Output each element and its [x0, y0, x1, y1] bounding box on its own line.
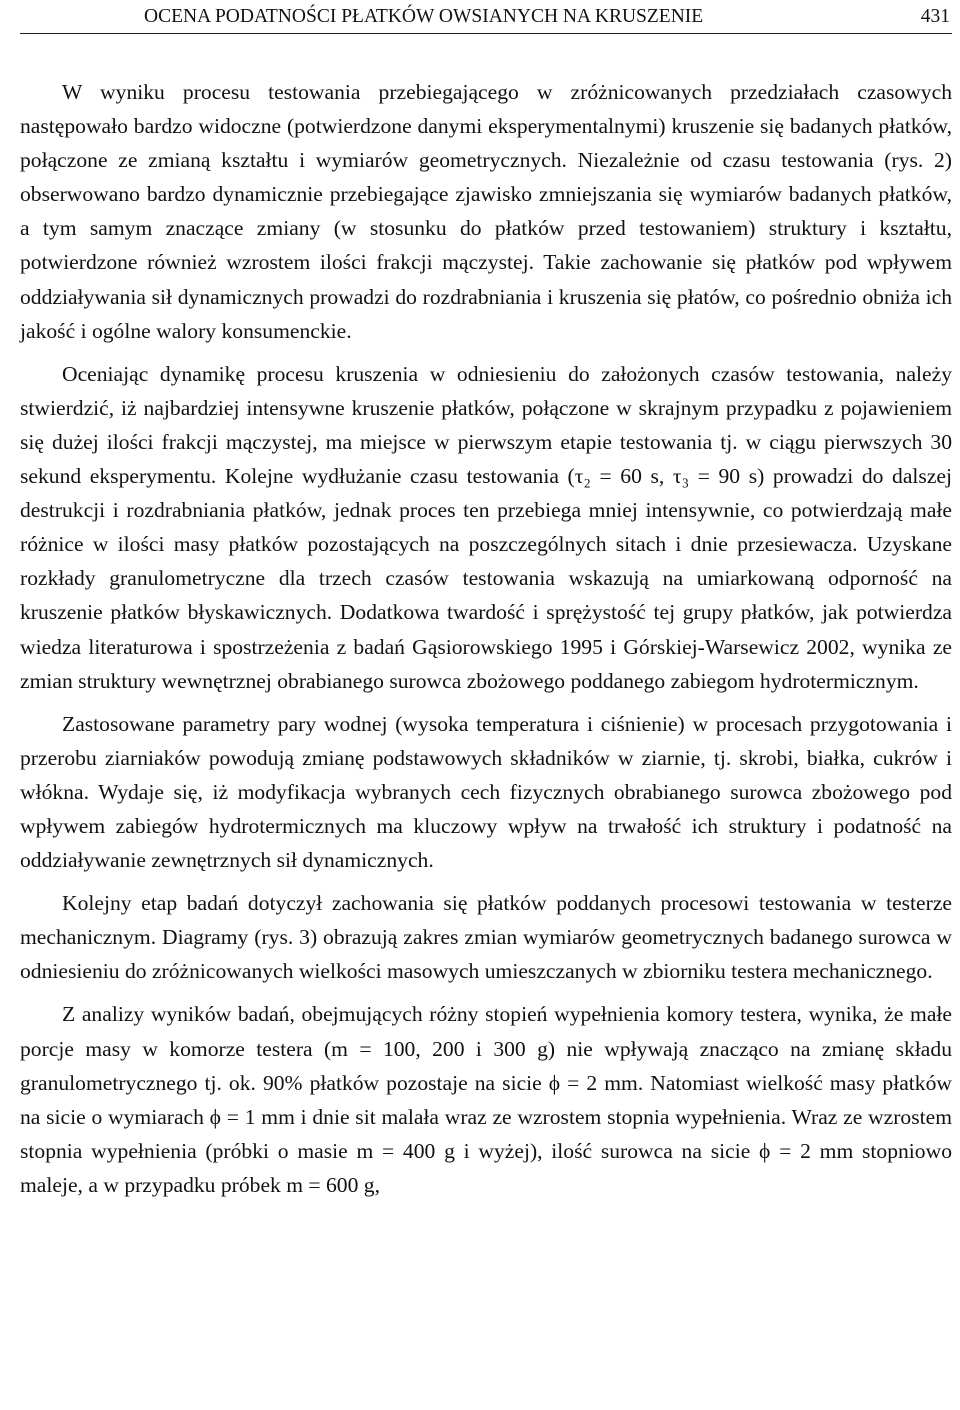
- paragraph-4: Kolejny etap badań dotyczył zachowania się płatków poddanych procesowi testowania w testerze mechanicznym. Diagramy (rys. 3) obrazują zakres zmian wymiarów geometrycznych badanego surowca w odniesieniu do zróżnicowanych wielkości masowych umieszczanych w zbiorniku testera mechanicznego.: [20, 891, 952, 984]
- paragraph-3: Zastosowane parametry pary wodnej (wysoka temperatura i ciśnienie) w procesach przygotowania i przerobu ziarniaków powodują zmianę podstawowych składników w ziarnie, tj. skrobi, białka, cukrów i włókna. Wydaje się, iż modyfikacja wybranych cech fizycznych obrabianego surowca zbożowego pod wpływem zabiegów hydrotermicznych ma kluczowy wpływ na trwałość ich struktury i podatność na oddziaływanie zewnętrznych sił dynamicznych.: [20, 711, 952, 873]
- paragraph-5: Z analizy wyników badań, obejmujących różny stopień wypełnienia komory testera, wynika, że małe porcje masy w komorze testera (m = 100, 200 i 300 g) nie wpływają znacząco na zmianę składu granulometrycznego tj. ok. 90% płatków pozostaje na sicie ϕ = 2 mm. Natomiast wielkość masy płatków na sicie o wymiarach ϕ = 1 mm i dnie sit malała wraz ze wzrostem stopnia wypełnienia. Wraz ze wzrostem stopnia wypełnienia (próbki o masie m = 400 g i wyżej), ilość surowca na sicie ϕ = 2 mm stopniowo maleje, a w przypadku próbek m = 600 g,: [20, 1002, 952, 1197]
- running-header: [20, 5, 952, 34]
- page-number: 431: [920, 6, 950, 27]
- body-text: [20, 75, 952, 1211]
- paragraph-2: Oceniając dynamikę procesu kruszenia w odniesieniu do założonych czasów testowania, należy stwierdzić, iż najbardziej intensywne kruszenie płatków, połączone w skrajnym przypadku z pojawieniem się dużej ilości frakcji mączystej, ma miejsce w pierwszym etapie testowania tj. w ciągu pierwszych 30 sekund eksperymentu. Kolejne wydłużanie czasu testowania (τ₂ = 60 s, τ₃ = 90 s) prowadzi do dalszej destrukcji i rozdrabniania płatków, jednak proces ten przebiega mniej intensywnie, co potwierdzają małe różnice w ilości masy płatków pozostających na poszczególnych sitach i dnie przesiewacza. Uzyskane rozkłady granulometryczne dla trzech czasów testowania wskazują na umiarkowaną odporność na kruszenie płatków błyskawicznych. Dodatkowa twardość i sprężystość tej grupy płatków, jak potwierdza wiedza literaturowa i spostrzeżenia z badań Gąsiorowskiego 1995 i Górskiej-Warsewicz 2002, wynika ze zmian struktury wewnętrznej obrabianego surowca zbożowego poddanego zabiegom hydrotermicznym.: [20, 361, 952, 693]
- page: [20, 0, 952, 1410]
- paragraph-1: W wyniku procesu testowania przebiegającego w zróżnicowanych przedziałach czasowych następowało bardzo widoczne (potwierdzone danymi eksperymentalnymi) kruszenie się badanych płatków, połączone ze zmianą kształtu i wymiarów geometrycznych. Niezależnie od czasu testowania (rys. 2) obserwowano bardzo dynamicznie przebiegające zjawisko zmniejszania się wymiarów badanych płatków, a tym samym znaczące zmiany (w stosunku do płatków przed testowaniem) struktury i kształtu, potwierdzone również wzrostem ilości frakcji mączystej. Takie zachowanie się płatków pod wpływem oddziaływania sił dynamicznych prowadzi do rozdrabniania i kruszenia się płatów, co pośrednio obniża ich jakość i ogólne walory konsumenckie.: [20, 80, 952, 343]
- running-title: OCENA PODATNOŚCI PŁATKÓW OWSIANYCH NA KRUSZENIE: [144, 6, 704, 27]
